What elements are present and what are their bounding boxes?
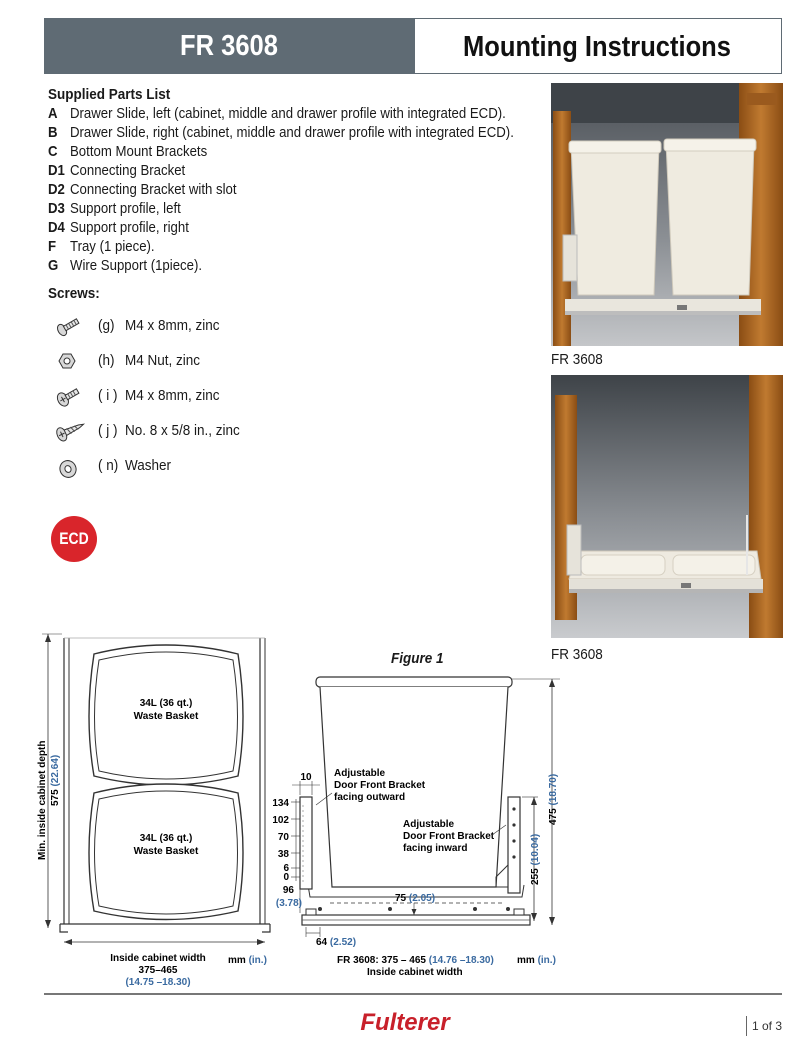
- dim-75: 75 (2.05): [395, 893, 436, 904]
- bracket-in-label: Door Front Bracket: [403, 831, 495, 842]
- dim-64: 64 (2.52): [316, 937, 357, 948]
- width-text: FR 3608: 375 – 465 (14.76 –18.30): [337, 955, 494, 966]
- part-text: Connecting Bracket with slot: [70, 181, 237, 198]
- list-item: [48, 180, 514, 199]
- plan-view-drawing: [36, 628, 276, 993]
- svg-text:Fulterer: Fulterer: [360, 1009, 450, 1036]
- dim-475: 475 (18.70): [548, 773, 559, 825]
- ecd-badge: ECD: [51, 516, 97, 562]
- list-item: [48, 104, 514, 123]
- screw-icon: [54, 385, 84, 407]
- tick-label: 102: [272, 815, 289, 826]
- basket-label: 34L (36 qt.): [139, 833, 193, 844]
- bracket-out-label: facing outward: [334, 792, 406, 803]
- part-text: Tray (1 piece).: [70, 238, 155, 255]
- width-label: Inside cabinet width: [110, 953, 206, 964]
- depth-label: Min. inside cabinet depth: [37, 740, 48, 860]
- width-value: 375–465: [138, 965, 178, 976]
- product-photo-tray: [551, 375, 783, 638]
- part-text: Support profile, right: [70, 219, 189, 236]
- bracket-in-label: facing inward: [403, 843, 468, 854]
- document-title: Mounting Instructions: [463, 31, 731, 63]
- photo-caption: FR 3608: [551, 646, 603, 663]
- screw-code: (g): [98, 317, 115, 334]
- screw-desc: M4 x 8mm, zinc: [125, 317, 220, 334]
- photo-caption: FR 3608: [551, 351, 603, 368]
- part-text: Connecting Bracket: [70, 162, 186, 179]
- screw-desc: No. 8 x 5/8 in., zinc: [125, 422, 240, 439]
- basket-label: 34L (36 qt.): [139, 698, 193, 709]
- tick-label: 134: [272, 798, 289, 809]
- list-item: [48, 237, 514, 256]
- screw-icon: [54, 315, 84, 337]
- screw-desc: M4 x 8mm, zinc: [125, 387, 220, 404]
- dim-255: 255 (10.04): [530, 833, 541, 885]
- list-item: [48, 161, 514, 180]
- page-separator: [746, 1016, 747, 1036]
- product-photo-with-bins: [551, 83, 783, 346]
- wood-screw-icon: [54, 420, 88, 442]
- model-number: FR 3608: [180, 30, 278, 62]
- list-item: [48, 256, 514, 275]
- screw-code: ( i ): [98, 387, 118, 404]
- bracket-in-label: Adjustable: [403, 819, 455, 830]
- depth-value: 575 (22.64): [50, 754, 61, 806]
- units-mm: mm (in.): [517, 955, 556, 966]
- units-mm: mm (in.): [228, 955, 267, 966]
- bracket-out-label: Door Front Bracket: [334, 780, 426, 791]
- part-key: F: [48, 238, 57, 255]
- list-item: [48, 199, 514, 218]
- width-inch: (14.75 –18.30): [125, 977, 191, 988]
- nut-icon: [54, 350, 84, 372]
- screw-desc: M4 Nut, zinc: [125, 352, 201, 369]
- parts-list: [48, 104, 577, 275]
- screw-code: ( n): [98, 457, 119, 474]
- dim-10: 10: [300, 772, 312, 783]
- part-key: D3: [48, 200, 65, 217]
- part-key: G: [48, 257, 59, 274]
- part-key: B: [48, 124, 58, 141]
- basket-label: Waste Basket: [133, 711, 199, 722]
- part-text: Drawer Slide, right (cabinet, middle and drawer profile with integrated ECD).: [70, 124, 514, 141]
- footer-rule: [44, 993, 782, 995]
- parts-list-title: Supplied Parts List: [48, 86, 171, 103]
- list-item: [48, 123, 514, 142]
- dim-96: 96: [282, 885, 294, 896]
- list-item: [48, 218, 514, 237]
- screw-code: ( j ): [98, 422, 118, 439]
- tick-label: 0: [283, 872, 289, 883]
- part-text: Wire Support (1piece).: [70, 257, 203, 274]
- tick-label: 70: [277, 832, 289, 843]
- basket-label: Waste Basket: [133, 846, 199, 857]
- screw-desc: Washer: [125, 457, 172, 474]
- tick-label: 6: [283, 863, 289, 874]
- screw-code: (h): [98, 352, 115, 369]
- part-key: D4: [48, 219, 65, 236]
- width-sub: Inside cabinet width: [367, 967, 463, 978]
- washer-icon: [54, 455, 84, 479]
- part-key: C: [48, 143, 58, 160]
- part-key: A: [48, 105, 58, 122]
- tick-label: 38: [277, 849, 289, 860]
- page-number: 1 of 3: [752, 1019, 783, 1033]
- brand-logo: [340, 1006, 470, 1036]
- figure-1-drawing: [270, 665, 570, 978]
- part-text: Drawer Slide, left (cabinet, middle and drawer profile with integrated ECD).: [70, 105, 506, 122]
- bracket-out-label: Adjustable: [334, 768, 386, 779]
- part-text: Bottom Mount Brackets: [70, 143, 208, 160]
- screws-title: Screws:: [48, 285, 100, 302]
- part-key: D1: [48, 162, 65, 179]
- list-item: [48, 142, 514, 161]
- figure-label: Figure 1: [391, 650, 444, 667]
- part-key: D2: [48, 181, 65, 198]
- dim-96-inch: (3.78): [275, 898, 302, 909]
- part-text: Support profile, left: [70, 200, 181, 217]
